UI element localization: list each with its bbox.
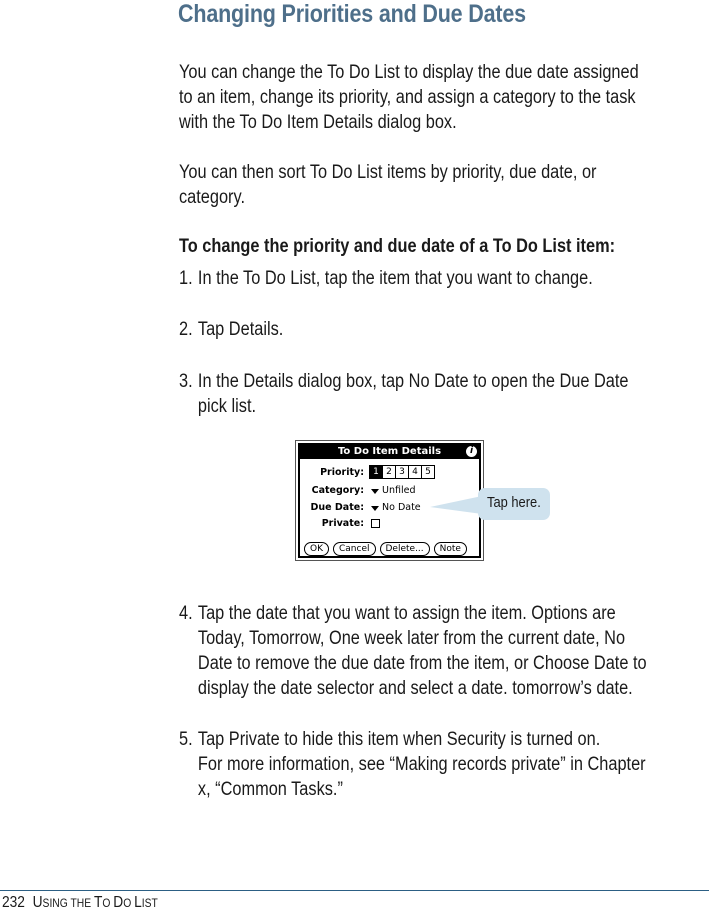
step-number: 5. [179,729,193,750]
priority-5[interactable]: 5 [421,465,435,479]
step-4 [179,601,616,626]
footer-rule [0,890,709,891]
procedure-heading: To change the priority and due date of a To Do List item: [179,236,616,257]
category-value[interactable]: Unfiled [382,485,416,496]
intro-paragraph-2-line-1: You can then sort To Do List items by priority, due date, or [179,162,597,183]
dialog-title: To Do Item Details [300,445,479,459]
priority-2[interactable]: 2 [382,465,396,479]
step-number: 2. [179,319,193,340]
step-4-continued [179,676,633,701]
step-text: Today, Tomorrow, One week later from the current date, No [197,628,626,649]
step-number: 1. [179,268,193,289]
page-footer [2,894,158,912]
info-icon[interactable]: i [466,446,477,457]
step-text: pick list. [197,396,257,417]
step-number: 3. [179,371,193,392]
page-title: Changing Priorities and Due Dates [178,0,526,28]
page-number: 232 [2,894,25,911]
step-4-continued [179,626,625,651]
step-4-continued [179,651,647,676]
intro-paragraph-1-line-1: You can change the To Do List to display the due date assigned [179,62,639,83]
priority-3[interactable]: 3 [395,465,409,479]
step-5-continued [179,777,343,802]
intro-paragraph-2-line-2: category. [179,187,246,208]
step-text: Tap the date that you want to assign the item. Options are [197,603,616,624]
step-text: Tap Private to hide this item when Security is turned on. [197,729,601,750]
step-text: Tap Details. [197,319,284,340]
priority-label: Priority: [320,467,364,478]
step-5 [179,727,600,752]
step-number: 4. [179,603,193,624]
step-text: In the Details dialog box, tap No Date to open the Due Date [197,371,629,392]
step-5-continued [179,752,646,777]
note-button[interactable]: Note [434,542,467,556]
category-label: Category: [311,485,364,496]
ok-button[interactable]: OK [304,542,329,556]
step-text: Date to remove the due date from the item, or Choose Date to [197,653,647,674]
intro-paragraph-1-line-2: to an item, change its priority, and assign a category to the task [179,87,636,108]
step-text: For more information, see “Making records private” in Chapter [197,754,646,775]
priority-1[interactable]: 1 [369,465,383,479]
intro-paragraph-1-line-3: with the To Do Item Details dialog box. [179,112,457,133]
priority-4[interactable]: 4 [408,465,422,479]
cancel-button[interactable]: Cancel [333,542,376,556]
due-date-value[interactable]: No Date [382,502,421,513]
step-text: display the date selector and select a date. tomorrow’s date. [197,678,633,699]
delete-button[interactable]: Delete... [380,542,430,556]
step-text: x, “Common Tasks.” [197,779,343,800]
footer-section: USING THE TO DO LIST [32,894,158,911]
due-date-label: Due Date: [310,502,364,513]
private-label: Private: [321,518,364,529]
step-text: In the To Do List, tap the item that you want to change. [197,268,593,289]
callout-text: Tap here. [487,494,541,511]
